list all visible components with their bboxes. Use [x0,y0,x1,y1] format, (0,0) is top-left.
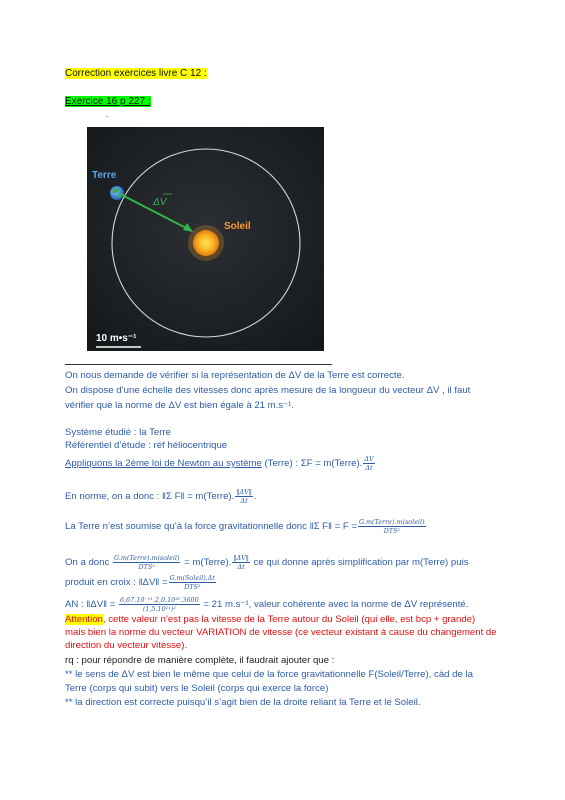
norme-line: En norme, on a donc : ‖Σ F‖ = m(Terre). $\frac{‖\Delta V‖}{\Delta t}$ . [65,488,257,505]
red-line-2: mais bien la norme du vecteur VARIATION de vitesse (ce vecteur existant à cause du changement de [65,627,497,638]
ona-mid: = m(Terre). [184,557,232,569]
norme-fraction: $\frac{‖\Delta V‖}{\Delta t}$ [236,488,252,505]
an-start: AN : ‖ΔV‖ = [65,599,116,611]
ona-donc-line [65,554,469,571]
paragraph-1: On nous demande de vérifier si la représentation de ΔV de la Terre est correcte. [65,370,405,381]
systeme-line: Système étudié : la Terre [65,427,171,438]
norme-text: En norme, on a donc : ‖Σ F‖ = m(Terre). [65,491,235,503]
produit-text: produit en croix : ‖ΔV‖ = [65,577,168,589]
separator-line [65,364,332,365]
attention-line [65,614,475,625]
newton-fraction: $\frac{\Delta V}{\Delta t}$ [364,455,374,472]
star-2: ** la direction est correcte puisqu’il s’agit bien de la droite reliant la Terre et le Soleil. [65,697,421,708]
earth [110,186,124,200]
force-text: La Terre n’est soumise qu’à la force gravitationnelle donc ‖Σ F‖ = F = [65,521,358,533]
an-fraction: $\frac{\text{6,67.10⁻¹¹.2,0.10³⁰.3600}}{\text{(1,5.10¹¹)²}}$ [120,596,199,613]
an-line [65,596,468,613]
ona-norm-fraction: $\frac{‖\Delta V‖}{\Delta t}$ [233,554,249,571]
sun-label: Soleil [224,221,251,232]
ona-grav-fraction: $\frac{\text{G.m(Terre).m(soleil)}}{\text{DTS²}}$ [113,554,180,571]
produit-line [65,574,217,591]
star-1a: ** le sens de ΔV est bien le même que celui de la force gravitationnelle F(Soleil/Terre), càd de la [65,669,473,680]
red-line-3: direction du vecteur vitesse). [65,640,188,651]
document-title: Correction exercices livre C 12 : [65,68,207,79]
orbit-figure [87,127,324,351]
ona-text: On a donc [65,557,110,569]
produit-fraction: $\frac{\text{G.m(Soleil).Δt}}{\text{DTS²}}$ [169,574,215,591]
rq-line: rq : pour répondre de manière complète, il faudrait ajouter que : [65,655,335,666]
paragraph-2a: On dispose d’une échelle des vitesses donc après mesure de la longueur du vecteur ΔV , il faut [65,385,471,396]
star-1b: Terre (corps qui subit) vers le Soleil (corps qui exerce la force) [65,683,329,694]
newton-underlined: Appliquons la 2ème loi de Newton au système [65,458,262,470]
sun [193,230,219,256]
newton-line [65,455,376,472]
small-dash: - [106,112,109,121]
ona-end: ce qui donne après simplification par m(Terre) puis [253,557,469,569]
force-line [65,518,427,535]
attention-rest: , cette valeur n’est pas la vitesse de la Terre autour du Soleil (qui elle, est bcp + grande) [102,614,476,625]
delta-v-label: ΔV [153,197,167,208]
grav-fraction: $\frac{\text{G.m(Terre).m(soleil)}}{\text{DTS²}}$ [359,518,425,535]
exercise-heading: Exercice 16 p 227 : [65,96,151,107]
earth-label: Terre [92,170,117,181]
referentiel-line: Référentiel d’étude : réf héliocentrique [65,440,228,451]
paragraph-2b: vérifier que la norme de ΔV est bien égale à 21 m.s⁻¹. [65,400,295,411]
newton-rest: (Terre) : ΣF = m(Terre). [261,458,363,470]
scale-label: 10 m•s⁻¹ [96,333,137,344]
an-end: = 21 m.s⁻¹, valeur cohérente avec la norme de ΔV représenté. [203,599,469,611]
attention-word: Attention [65,614,103,625]
